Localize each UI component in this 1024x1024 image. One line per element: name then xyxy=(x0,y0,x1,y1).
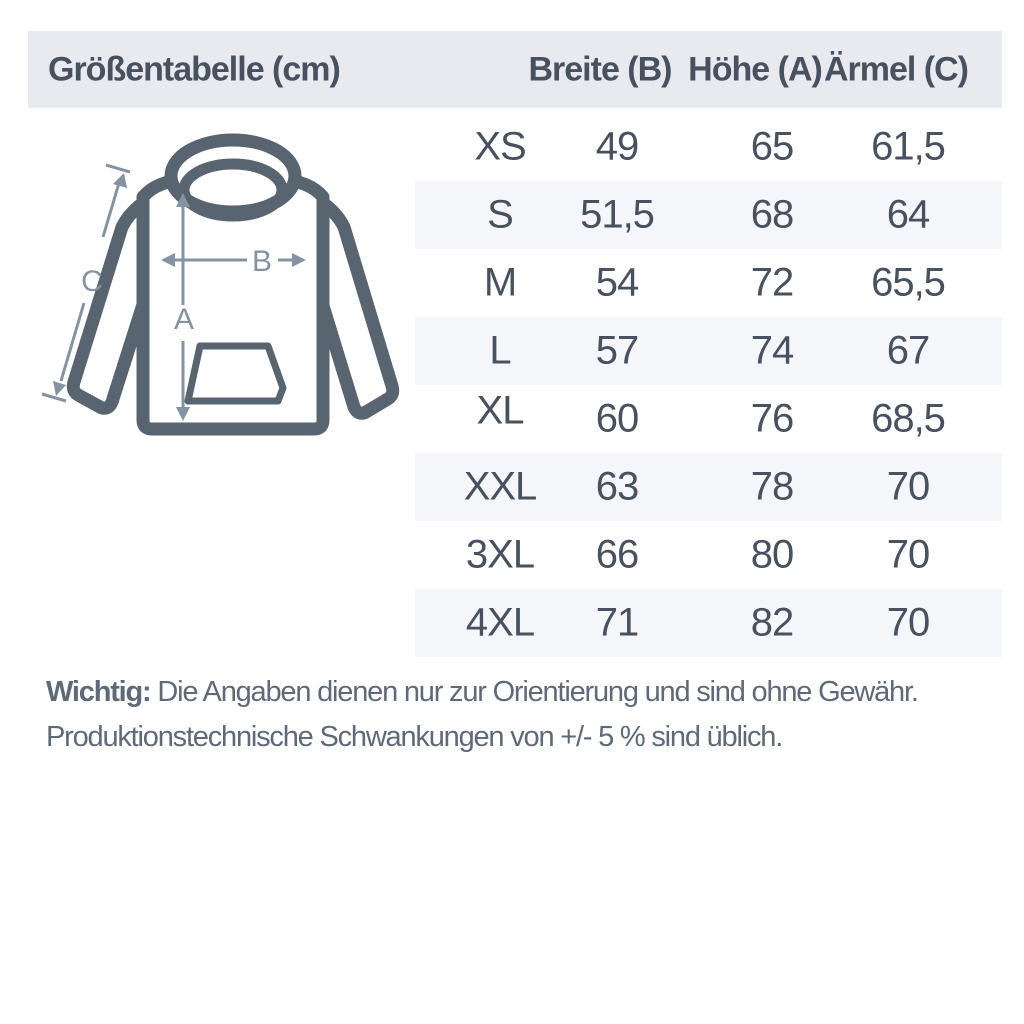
breite-value: 54 xyxy=(595,260,639,305)
size-label: L xyxy=(489,328,511,373)
aermel-value: 65,5 xyxy=(871,260,945,305)
page-title: Größentabelle (cm) xyxy=(48,50,340,88)
note-line-2: Produktionstechnische Schwankungen von +/- 5 % sind üblich. xyxy=(46,721,783,753)
hoehe-value: 82 xyxy=(750,600,794,645)
hoehe-value: 72 xyxy=(750,260,794,305)
breite-value: 49 xyxy=(595,124,639,169)
breite-value: 66 xyxy=(595,532,639,577)
size-table xyxy=(415,113,1002,657)
table-row xyxy=(415,181,1002,249)
column-header-aermel: Ärmel (C) xyxy=(823,50,969,88)
table-row xyxy=(415,385,1002,453)
size-label: M xyxy=(483,260,517,305)
column-header-hoehe: Höhe (A) xyxy=(688,50,822,88)
important-label: Wichtig: xyxy=(46,676,151,708)
size-label: 4XL xyxy=(465,600,535,645)
column-header-breite: Breite (B) xyxy=(528,50,672,88)
breite-value: 57 xyxy=(595,328,639,373)
size-label: XL xyxy=(476,388,524,433)
breite-value: 60 xyxy=(595,396,639,441)
table-row xyxy=(415,317,1002,385)
hoehe-value: 78 xyxy=(750,464,794,509)
hoehe-value: 74 xyxy=(750,328,794,373)
header-band xyxy=(28,31,1002,108)
aermel-value: 67 xyxy=(886,328,930,373)
table-row xyxy=(415,113,1002,181)
breite-value: 51,5 xyxy=(580,192,654,237)
aermel-value: 70 xyxy=(886,464,930,509)
footer-note xyxy=(46,670,986,760)
hoodie-diagram xyxy=(40,133,400,445)
aermel-value: 70 xyxy=(886,532,930,577)
aermel-value: 64 xyxy=(886,192,930,237)
aermel-value: 61,5 xyxy=(871,124,945,169)
size-label: S xyxy=(487,192,513,237)
hoodie-pocket xyxy=(188,346,283,401)
dim-label-c: C xyxy=(81,265,103,298)
breite-value: 63 xyxy=(595,464,639,509)
hoehe-value: 65 xyxy=(750,124,794,169)
dim-label-a: A xyxy=(173,303,195,336)
breite-value: 71 xyxy=(595,600,639,645)
hoehe-value: 76 xyxy=(750,396,794,441)
aermel-value: 70 xyxy=(886,600,930,645)
size-label: XS xyxy=(474,124,526,169)
aermel-value: 68,5 xyxy=(871,396,945,441)
table-row xyxy=(415,521,1002,589)
size-label: XXL xyxy=(463,464,537,509)
dim-label-b: B xyxy=(251,245,273,278)
hoehe-value: 80 xyxy=(750,532,794,577)
hoehe-value: 68 xyxy=(750,192,794,237)
size-label: 3XL xyxy=(465,532,535,577)
note-line-1: Die Angaben dienen nur zur Orientierung und sind ohne Gewähr. xyxy=(157,676,918,708)
table-row xyxy=(415,453,1002,521)
table-row xyxy=(415,589,1002,657)
table-row xyxy=(415,249,1002,317)
